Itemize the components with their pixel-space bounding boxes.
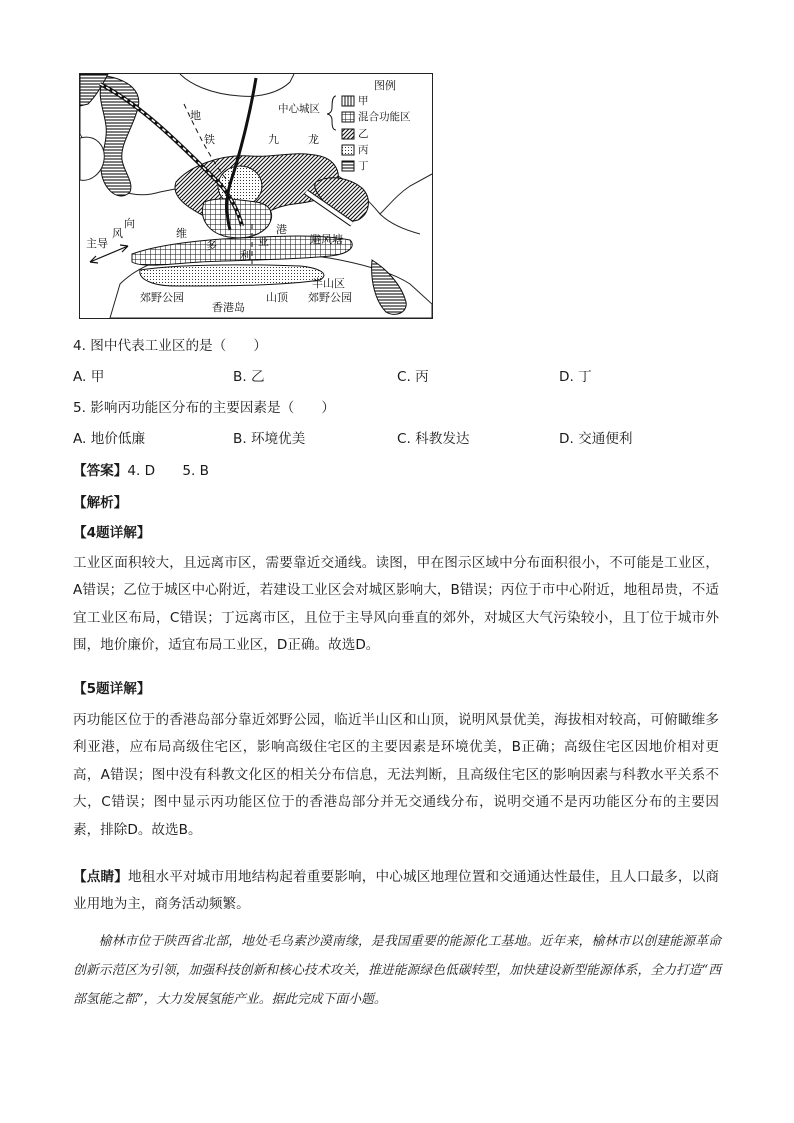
answer-line — [73, 458, 723, 485]
map-label-zhudao: 主导 — [86, 237, 108, 250]
map-label-long: 龙 — [308, 133, 319, 146]
map-label-li: 利 — [240, 249, 251, 262]
map-label-jiaoye-left: 郊野公园 — [140, 291, 184, 304]
map-label-bifengtang: 避风塘 — [310, 233, 343, 246]
legend-swatch-mixed — [342, 112, 354, 122]
detail-5-title: 【5题详解】 — [73, 681, 151, 697]
analysis-tag: 【解析】 — [73, 495, 128, 511]
legend-label-jia: 甲 — [358, 95, 369, 107]
legend-label-bing: 丙 — [358, 144, 369, 156]
answer-tag: 【答案】 — [73, 463, 128, 479]
dianjing-paragraph — [73, 864, 719, 919]
question-4-options — [73, 364, 723, 391]
dianjing-tag: 【点睛】 — [73, 869, 128, 885]
detail-5-text: 丙功能区位于的香港岛部分靠近郊野公园，临近半山区和山顶，说明风景优美，海拔相对较高，可俯瞰维多利亚港，应布局高级住宅区，影响高级住宅区的主要因素是环境优美，B正确；高级住宅区因地价相对更高，A错误；图中没有科教文化区的相关分布信息，无法判断，且高级住宅区的影响因素与科教水平关系不大，C错误；图中显示丙功能区位于的香港岛部分并无交通线分布，说明交通不是丙功能区分布的主要因素，排除D。故选B。 — [73, 712, 719, 838]
legend-brace — [327, 96, 336, 130]
material-paragraph: 榆林市位于陕西省北部，地处毛乌素沙漠南缘，是我国重要的能源化工基地。近年来，榆林市以创建能源革命创新示范区为引领，加强科技创新和核心技术攻关，推进能源绿色低碳转型，加快建设新型能源体系，全力打造“西部氢能之都”，大力发展氢能产业。据此完成下面小题。 — [73, 934, 721, 1007]
legend-swatch-bing — [342, 145, 354, 155]
area-ding-island — [372, 260, 407, 314]
map-label-tie: 铁 — [204, 133, 215, 146]
map-label-jiaoye-right: 郊野公园 — [308, 291, 352, 304]
map-label-ya: 亚 — [258, 235, 269, 248]
q5-option-d[interactable]: D. 交通便利 — [559, 431, 633, 447]
map-label-di: 地 — [190, 109, 201, 122]
legend-swatch-jia — [342, 96, 354, 106]
legend-swatch-ding — [342, 161, 354, 171]
map-label-xiang: 向 — [124, 217, 135, 230]
area-mixed-kowloon — [202, 199, 271, 238]
hong-kong-land-use-map — [79, 73, 433, 319]
answer-text: 4. D 5. B — [127, 463, 209, 479]
map-label-wei: 维 — [176, 227, 187, 240]
q4-option-c[interactable]: C. 丙 — [397, 369, 429, 385]
q5-option-c[interactable]: C. 科教发达 — [397, 431, 470, 447]
question-5-stem: 5. 影响丙功能区分布的主要因素是（ ） — [73, 400, 335, 416]
q4-option-b[interactable]: B. 乙 — [233, 369, 265, 385]
legend-label-yi: 乙 — [358, 128, 369, 140]
legend-group-label: 中心城区 — [278, 103, 320, 115]
question-4-stem: 4. 图中代表工业区的是（ ） — [73, 338, 268, 354]
q4-option-a[interactable]: A. 甲 — [73, 369, 105, 385]
legend-label-mixed: 混合功能区 — [358, 111, 411, 123]
detail-4-title: 【4题详解】 — [73, 525, 151, 541]
coast-north — [180, 74, 294, 96]
map-label-shanding: 山顶 — [266, 291, 288, 304]
q5-option-a[interactable]: A. 地价低廉 — [73, 431, 146, 447]
legend-swatch-yi — [342, 129, 354, 139]
map-label-banshanqu: 半山区 — [312, 277, 345, 290]
map-label-hongkong-island: 香港岛 — [212, 301, 245, 314]
map-label-jiu: 九 — [268, 133, 279, 146]
q5-option-b[interactable]: B. 环境优美 — [233, 431, 306, 447]
map-label-feng: 风 — [112, 227, 123, 240]
legend-title: 图例 — [374, 79, 396, 92]
coastline-east — [380, 174, 432, 214]
hill-west — [80, 137, 104, 180]
q4-option-d[interactable]: D. 丁 — [559, 369, 592, 385]
area-bing-island — [140, 265, 324, 286]
map-label-gang: 港 — [276, 223, 287, 236]
dianjing-text: 地租水平对城市用地结构起着重要影响，中心城区地理位置和交通通达性最佳，且人口最多，以商业用地为主，商务活动频繁。 — [73, 869, 720, 913]
legend-label-ding: 丁 — [358, 160, 369, 172]
map-label-duo: 多 — [206, 239, 217, 252]
detail-4-text: 工业区面积较大，且远离市区，需要靠近交通线。读图，甲在图示区域中分布面积很小，不可能是工业区，A错误；乙位于城区中心附近，若建设工业区会对城区影响大，B错误；丙位于市中心附近，地租昂贵，不适宜工业区布局，C错误；丁远离市区，且位于主导风向垂直的郊外，对城区大气污染较小，且丁位于城市外围，地价廉价，适宜布局工业区，D正确。故选D。 — [73, 555, 719, 654]
question-5-options — [73, 426, 723, 453]
